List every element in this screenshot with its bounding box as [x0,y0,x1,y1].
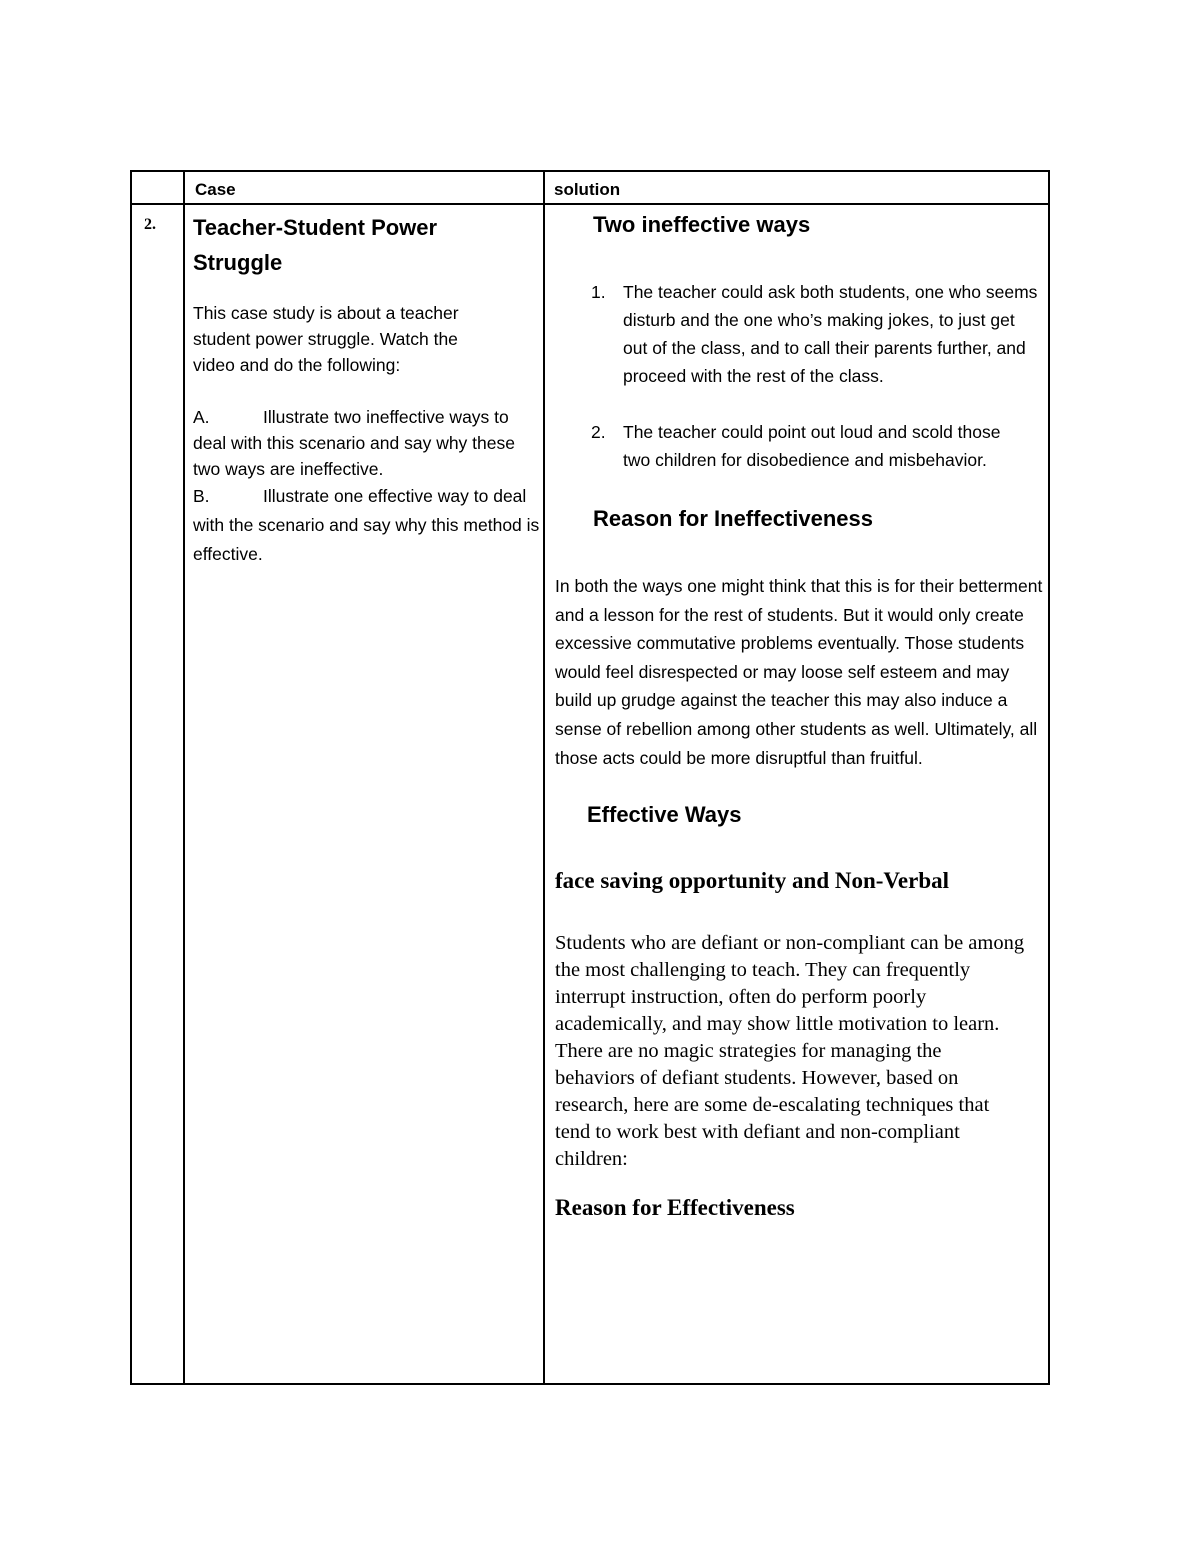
case-cell [193,210,541,569]
task-text: Illustrate one effective way to deal with the scenario and say why this method is effective. [193,486,540,564]
header-case: Case [195,180,236,199]
task-a [193,404,541,482]
item-number: 2. [591,422,606,442]
item-text: The teacher could ask both students, one who seems disturb and the one who’s making jokes, to just get out of the class, and to call their parents further, and proceed with the rest of the class. [623,282,1038,386]
effective-paragraph: Students who are defiant or non-compliant can be among the most challenging to teach. They can frequently interrupt instruction, often do perform poorly academically, and may show little motivation to learn. [555,932,1025,1036]
effective-subheading: face saving opportunity and Non-Verbal [555,868,950,894]
ineffective-heading: Two ineffective ways [593,212,811,237]
effective-paragraph: There are no magic strategies for managing the behaviors of defiant students. However, based on research, here are some de-escalating techniques that tend to work best with defiant and non-compliant children: [555,1040,990,1171]
reason-ineffective-heading: Reason for Ineffectiveness [593,506,873,531]
task-label: A. [193,407,210,427]
list-item [591,278,1041,390]
task-text: Illustrate two ineffective ways to deal with this scenario and say why these two ways are ineffective. [193,407,515,479]
header-solution: solution [554,180,621,199]
ineffective-list [591,278,1041,474]
list-item [591,418,1041,474]
case-table [130,170,1050,1385]
case-title: Teacher-Student Power Struggle [193,215,438,275]
case-intro: This case study is about a teacher student power struggle. Watch the video and do the following: [193,303,459,375]
row-number: 2. [144,216,156,233]
task-b [193,482,541,569]
item-number: 1. [591,282,606,302]
item-text: The teacher could point out loud and scold those two children for disobedience and misbehavior. [623,422,1001,470]
header-divider [132,203,1048,205]
column-divider [183,172,185,1383]
reason-ineffective-text: In both the ways one might think that this is for their betterment and a lesson for the rest of students. But it would only create excessive commutative problems eventually. Those students would feel disrespected or may loose self esteem and may build up grudge against the teacher this may also induce a sense of rebellion among other students as well. Ultimately, all those acts could be more disruptful than fruitful. [555,576,1043,768]
solution-cell [555,212,1045,1221]
effective-heading: Effective Ways [587,802,742,828]
column-divider [543,172,545,1383]
task-label: B. [193,486,210,506]
reason-effective-heading: Reason for Effectiveness [555,1195,795,1221]
